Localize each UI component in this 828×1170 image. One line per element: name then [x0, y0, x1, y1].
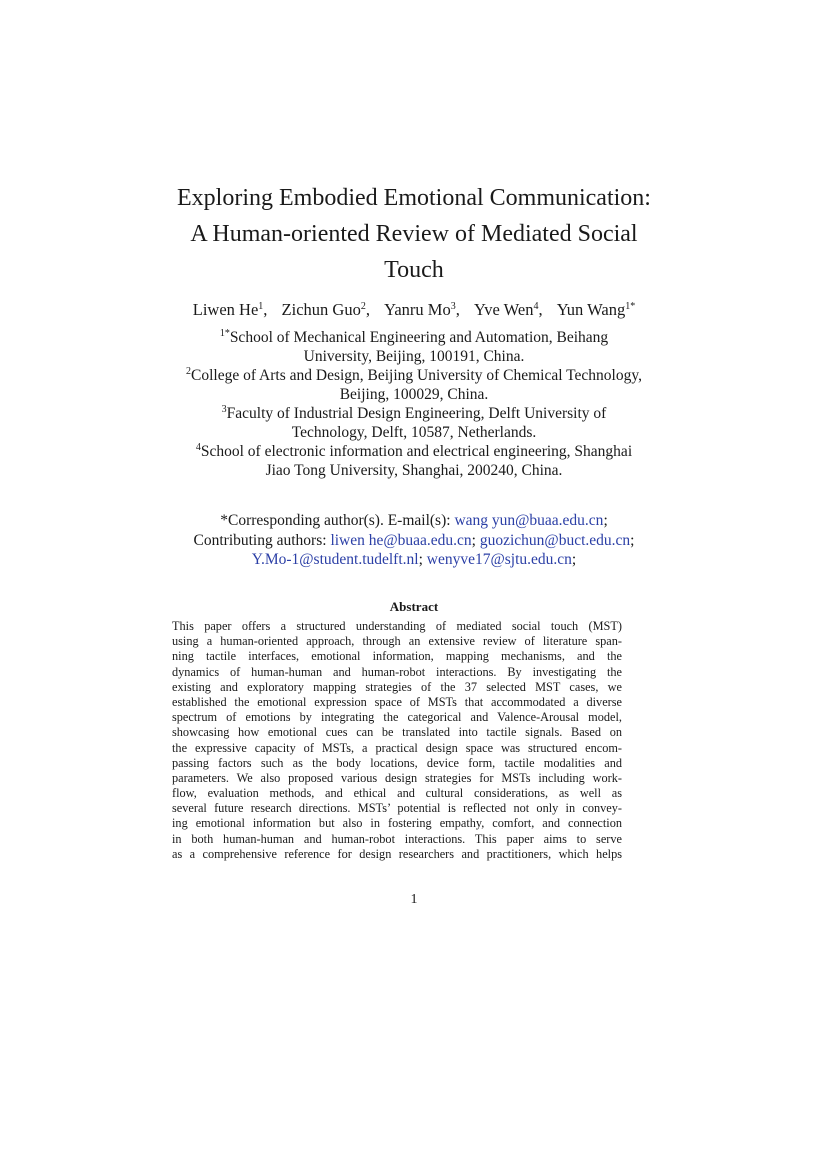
paper-title: [0, 180, 828, 288]
affiliation-line: University, Beijing, 100191, China.: [303, 348, 525, 365]
abstract-heading: Abstract: [389, 599, 439, 614]
email-link[interactable]: Y.Mo-1@student.tudelft.nl: [251, 551, 419, 568]
abstract-line: spectrum of emotions by integrating the categorical and Valence-Arousal model,: [172, 710, 622, 725]
email-link[interactable]: wang yun@buaa.edu.cn: [454, 512, 604, 529]
author: Zichun Guo$^2$,: [281, 300, 370, 319]
abstract-line: in both human-human and human-robot interactions. This paper aims to serve: [172, 831, 622, 846]
affiliation-line: $^3$Faculty of Industrial Design Engineering, Delft University of: [221, 404, 607, 422]
affiliation-line: $^{1*}$School of Mechanical Engineering and Automation, Beihang: [219, 328, 609, 346]
email-link[interactable]: liwen he@buaa.edu.cn: [330, 531, 472, 549]
abstract-line: using a human-oriented approach, through an extensive review of literature span-: [172, 634, 622, 649]
abstract-line: existing and exploratory mapping strategies of the 37 selected MST cases, we: [172, 679, 622, 694]
title-line: A Human-oriented Review of Mediated Social: [190, 221, 638, 247]
abstract-line: the expressive capacity of MSTs, a practical design space was structured encom-: [172, 740, 622, 755]
affiliation-line: Technology, Delft, 10587, Netherlands.: [291, 424, 537, 441]
email-link[interactable]: wenyve17@sjtu.edu.cn: [426, 551, 572, 568]
author: Yve Wen$^4$,: [473, 300, 543, 319]
email-link[interactable]: guozichun@buct.edu.cn: [479, 531, 631, 549]
affiliation-line: Jiao Tong University, Shanghai, 200240, China.: [265, 462, 563, 479]
abstract-line: parameters. We also proposed various design strategies for MSTs including work-: [172, 770, 622, 785]
contact-block: [0, 511, 828, 570]
affiliation-line: $^4$School of electronic information and electrical engineering, Shanghai: [195, 442, 633, 460]
affiliation-line: Beijing, 100029, China.: [339, 386, 489, 403]
author-list: [0, 298, 828, 322]
page-number: 1: [410, 892, 418, 907]
author: Yun Wang$^{1*}$: [556, 300, 636, 319]
author: Yanru Mo$^3$,: [384, 300, 460, 319]
abstract-line: several future research directions. MSTs’ potential is reflected not only in convey-: [172, 801, 622, 816]
abstract-line: as a comprehensive reference for design researchers and practitioners, which helps: [172, 846, 622, 861]
abstract-line: ing emotional information but also in fostering empathy, comfort, and connection: [172, 816, 622, 831]
contributing-authors-line: Contributing authors: liwen he@buaa.edu.cn; guozichun@buct.edu.cn;: [193, 531, 635, 549]
abstract-line: flow, evaluation methods, and ethical and cultural considerations, as well as: [172, 786, 622, 801]
affiliation-list: [0, 328, 828, 480]
abstract-line: This paper offers a structured understanding of mediated social touch (MST): [172, 619, 622, 633]
corresponding-author-line: *Corresponding author(s). E-mail(s): wang yun@buaa.edu.cn;: [220, 512, 608, 529]
abstract-body: [172, 619, 622, 862]
abstract-line: dynamics of human-human and human-robot interactions. By investigating the: [172, 664, 622, 679]
abstract-line: passing factors such as the body locations, device form, tactile modalities and: [172, 755, 622, 770]
abstract-line: showcasing how emotional cues can be translated into tactile signals. Based on: [172, 725, 622, 740]
abstract-line: established the emotional expression space of MSTs that accommodated a diverse: [172, 694, 622, 709]
title-line: Touch: [384, 257, 444, 283]
affiliation-line: $^2$College of Arts and Design, Beijing University of Chemical Technology,: [186, 366, 642, 384]
author: Liwen He$^1$,: [192, 300, 268, 319]
title-line: Exploring Embodied Emotional Communication:: [177, 185, 651, 211]
abstract-line: ning tactile interfaces, emotional information, mapping mechanisms, and the: [172, 649, 622, 664]
contributing-authors-line: Y.Mo-1@student.tudelft.nl; wenyve17@sjtu.edu.cn;: [251, 551, 577, 568]
